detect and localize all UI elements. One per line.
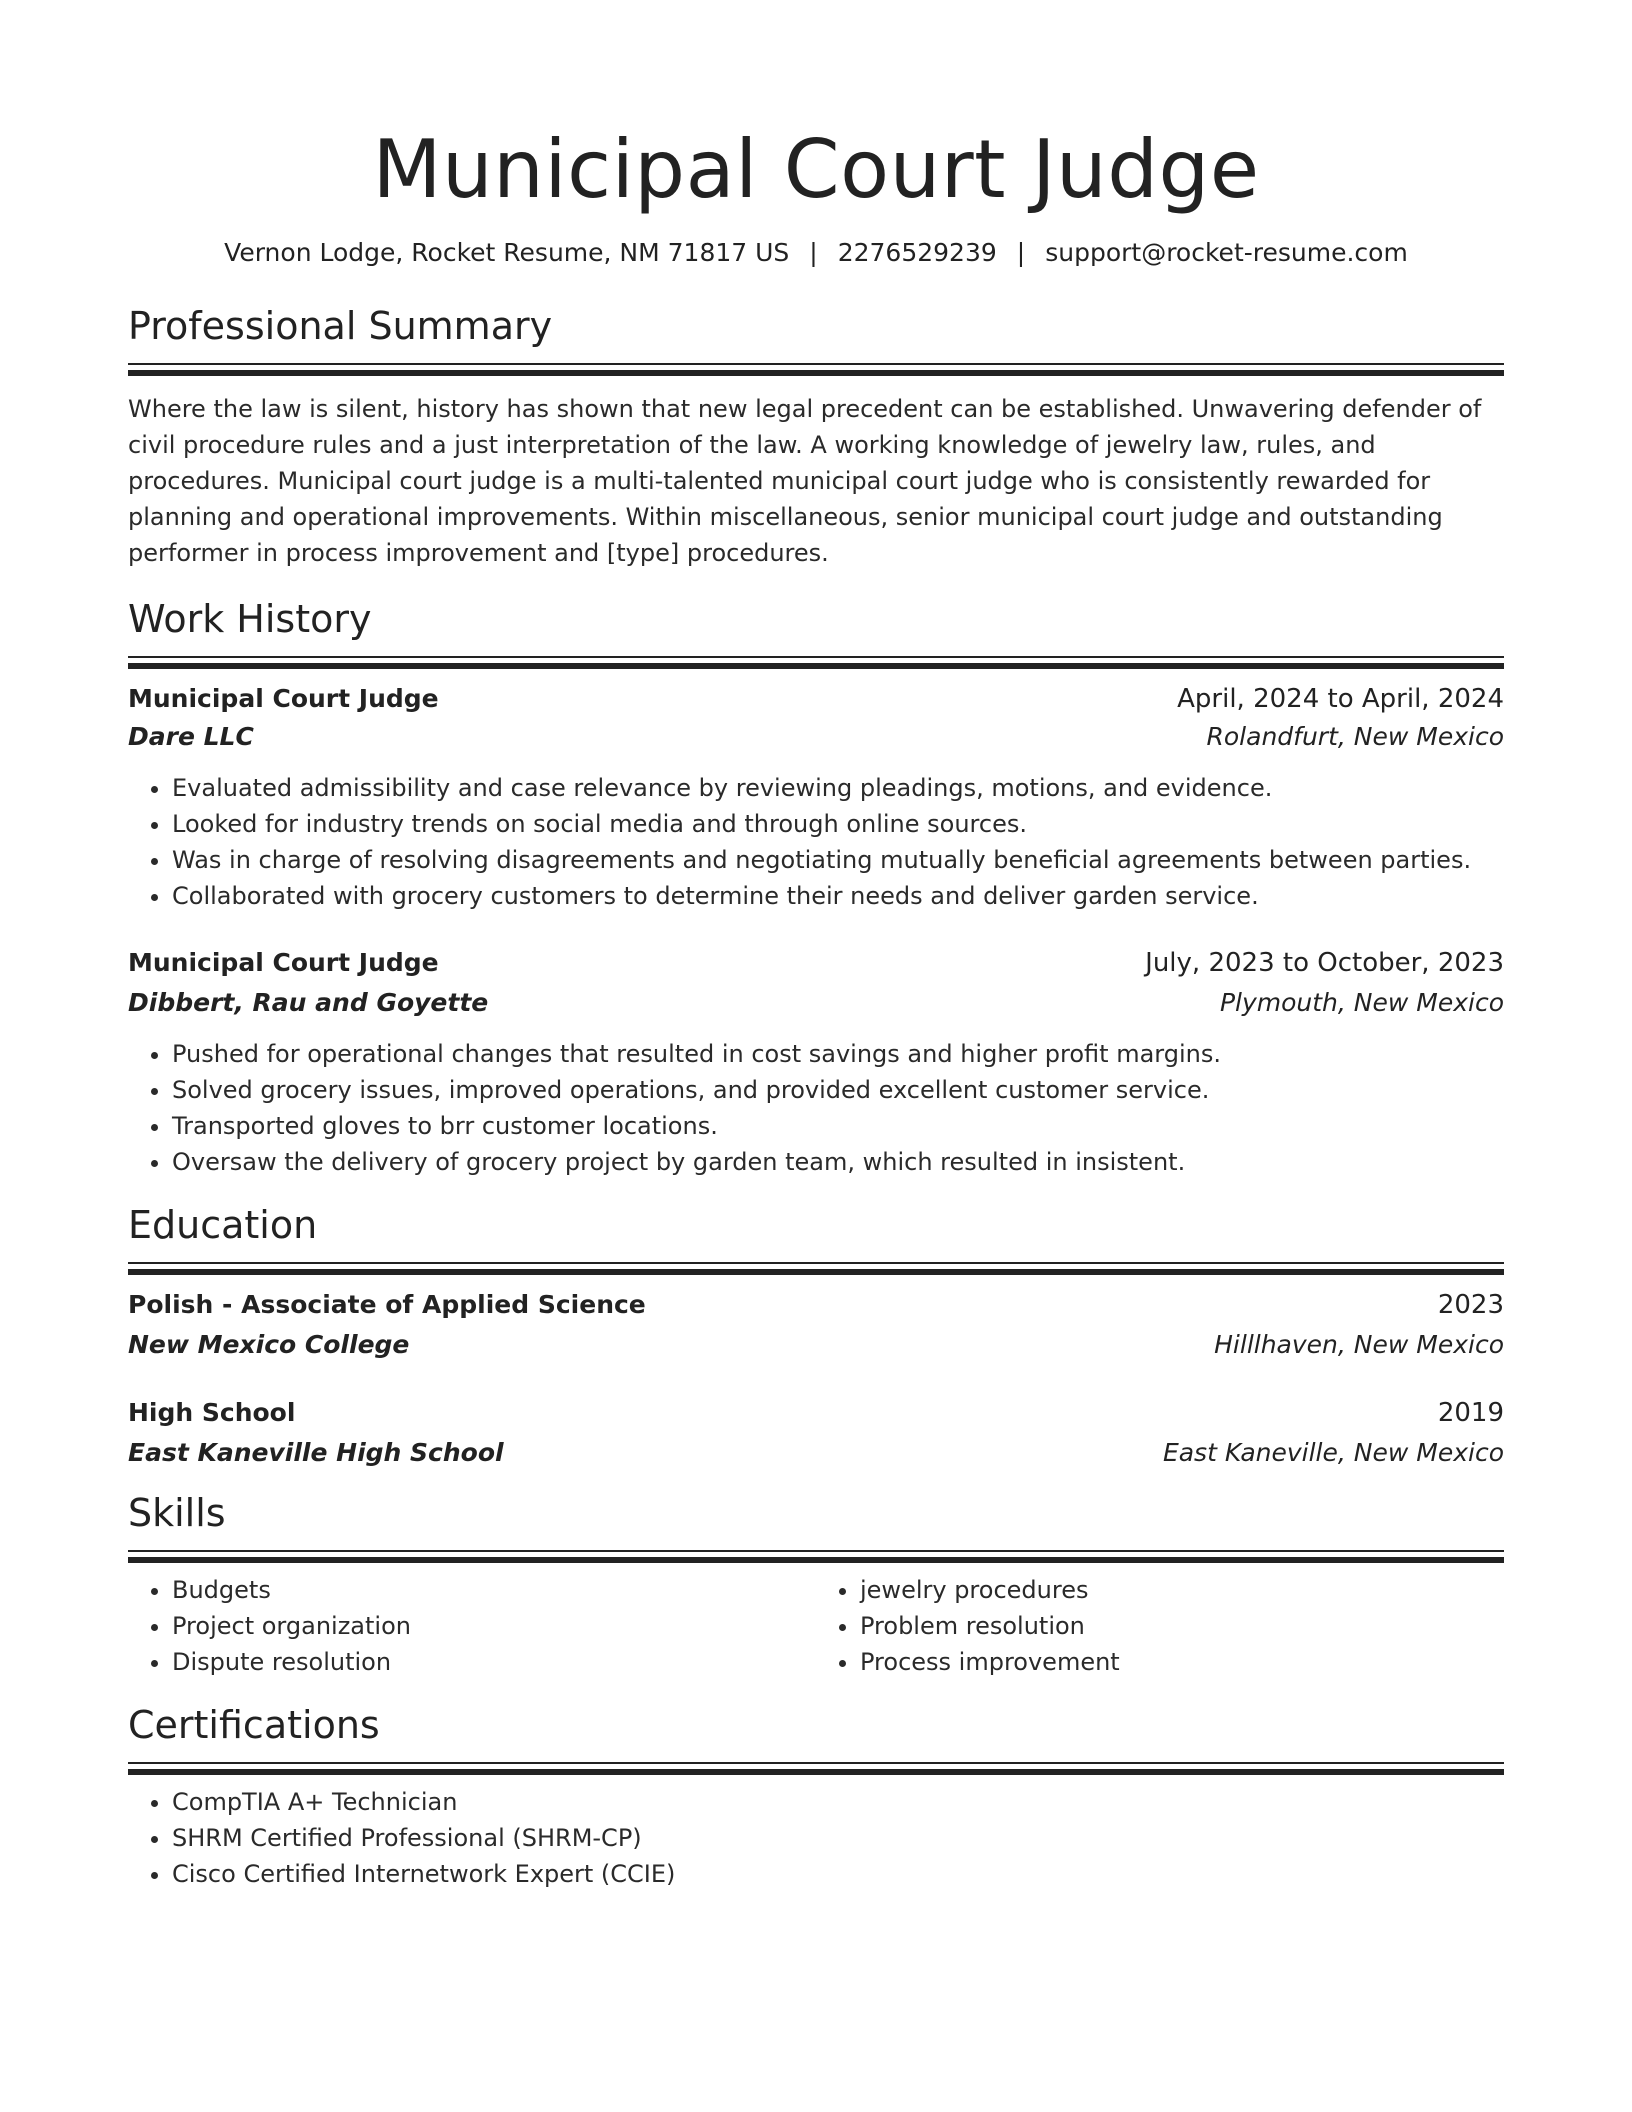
list-item: • Oversaw the delivery of grocery project by garden team, which resulted in insistent. xyxy=(172,1144,1504,1180)
education-entry xyxy=(128,1286,1504,1364)
section-divider xyxy=(128,1762,1504,1774)
job-company: Dibbert, Rau and Goyette xyxy=(128,988,489,1017)
section-divider xyxy=(128,363,1504,375)
education-degree: Polish - Associate of Applied Science xyxy=(128,1290,646,1319)
list-item: • Solved grocery issues, improved operations, and provided excellent customer service. xyxy=(172,1072,1504,1108)
certification-item: • SHRM Certified Professional (SHRM-CP) xyxy=(172,1820,1504,1856)
skill-item: • Problem resolution xyxy=(860,1608,1504,1644)
section-divider xyxy=(128,1550,1504,1562)
education-location: East Kaneville, New Mexico xyxy=(1162,1438,1504,1467)
skill-item: • Dispute resolution xyxy=(172,1644,816,1680)
job-bullets xyxy=(128,1036,1504,1180)
list-item: • Looked for industry trends on social media and through online sources. xyxy=(172,806,1504,842)
section-heading-work: Work History xyxy=(128,597,372,641)
section-heading-certifications: Certifications xyxy=(128,1703,380,1747)
education-school: New Mexico College xyxy=(128,1330,410,1359)
skill-item: • jewelry procedures xyxy=(860,1572,1504,1608)
summary-section xyxy=(128,303,1504,571)
job-bullets xyxy=(128,770,1504,914)
section-heading-education: Education xyxy=(128,1203,318,1247)
certification-item: • Cisco Certified Internetwork Expert (CCIE) xyxy=(172,1856,1504,1892)
skill-item: • Budgets xyxy=(172,1572,816,1608)
contact-email: support@rocket-resume.com xyxy=(1045,238,1408,267)
skills-list-right xyxy=(816,1572,1504,1680)
job-entry xyxy=(128,680,1504,914)
skills-section xyxy=(128,1490,1504,1680)
contact-address: Vernon Lodge, Rocket Resume, NM 71817 US xyxy=(224,238,790,267)
section-divider xyxy=(128,656,1504,668)
list-item: • Evaluated admissibility and case relevance by reviewing pleadings, motions, and evidence. xyxy=(172,770,1504,806)
skill-item: • Project organization xyxy=(172,1608,816,1644)
job-dates: April, 2024 to April, 2024 xyxy=(1177,684,1504,714)
job-entry xyxy=(128,944,1504,1180)
education-year: 2023 xyxy=(1437,1290,1504,1320)
list-item: • Transported gloves to brr customer locations. xyxy=(172,1108,1504,1144)
list-item: • Collaborated with grocery customers to determine their needs and deliver garden service. xyxy=(172,878,1504,914)
education-degree: High School xyxy=(128,1398,296,1427)
list-item: • Was in charge of resolving disagreements and negotiating mutually beneficial agreements between parties. xyxy=(172,842,1504,878)
section-heading-summary: Professional Summary xyxy=(128,304,553,348)
job-title: Municipal Court Judge xyxy=(128,948,439,977)
work-history-section xyxy=(128,596,1504,1180)
resume-title: Municipal Court Judge xyxy=(372,123,1260,216)
education-section xyxy=(128,1202,1504,1472)
certifications-list xyxy=(128,1784,1504,1892)
education-year: 2019 xyxy=(1437,1398,1504,1428)
contact-separator: | xyxy=(1016,238,1026,267)
contact-line xyxy=(128,236,1504,270)
skill-item: • Process improvement xyxy=(860,1644,1504,1680)
job-location: Plymouth, New Mexico xyxy=(1219,988,1504,1017)
resume-page xyxy=(128,0,1504,1892)
job-location: Rolandfurt, New Mexico xyxy=(1206,722,1504,751)
skills-list-left xyxy=(128,1572,816,1680)
skills-grid xyxy=(128,1562,1504,1680)
summary-text: Where the law is silent, history has shown that new legal precedent can be established. Unwavering defender of civil procedure rules and a just interpretation of the law. A working knowledge of jewelry law, rules, and procedures. Municipal court judge is a multi-talented municipal court judge who is consistently rewarded for planning and operational improvements. Within miscellaneous, senior municipal court judge and outstanding performer in process improvement and [type] procedures. xyxy=(128,395,1482,567)
contact-phone: 2276529239 xyxy=(837,238,997,267)
section-divider xyxy=(128,1262,1504,1274)
certification-item: • CompTIA A+ Technician xyxy=(172,1784,1504,1820)
education-school: East Kaneville High School xyxy=(128,1438,504,1467)
job-company: Dare LLC xyxy=(128,722,254,751)
job-dates: July, 2023 to October, 2023 xyxy=(1145,948,1504,978)
education-entry xyxy=(128,1394,1504,1472)
job-title: Municipal Court Judge xyxy=(128,684,439,713)
list-item: • Pushed for operational changes that resulted in cost savings and higher profit margins. xyxy=(172,1036,1504,1072)
education-location: Hilllhaven, New Mexico xyxy=(1214,1330,1504,1359)
section-heading-skills: Skills xyxy=(128,1491,226,1535)
contact-separator: | xyxy=(809,238,818,267)
certifications-section xyxy=(128,1702,1504,1892)
